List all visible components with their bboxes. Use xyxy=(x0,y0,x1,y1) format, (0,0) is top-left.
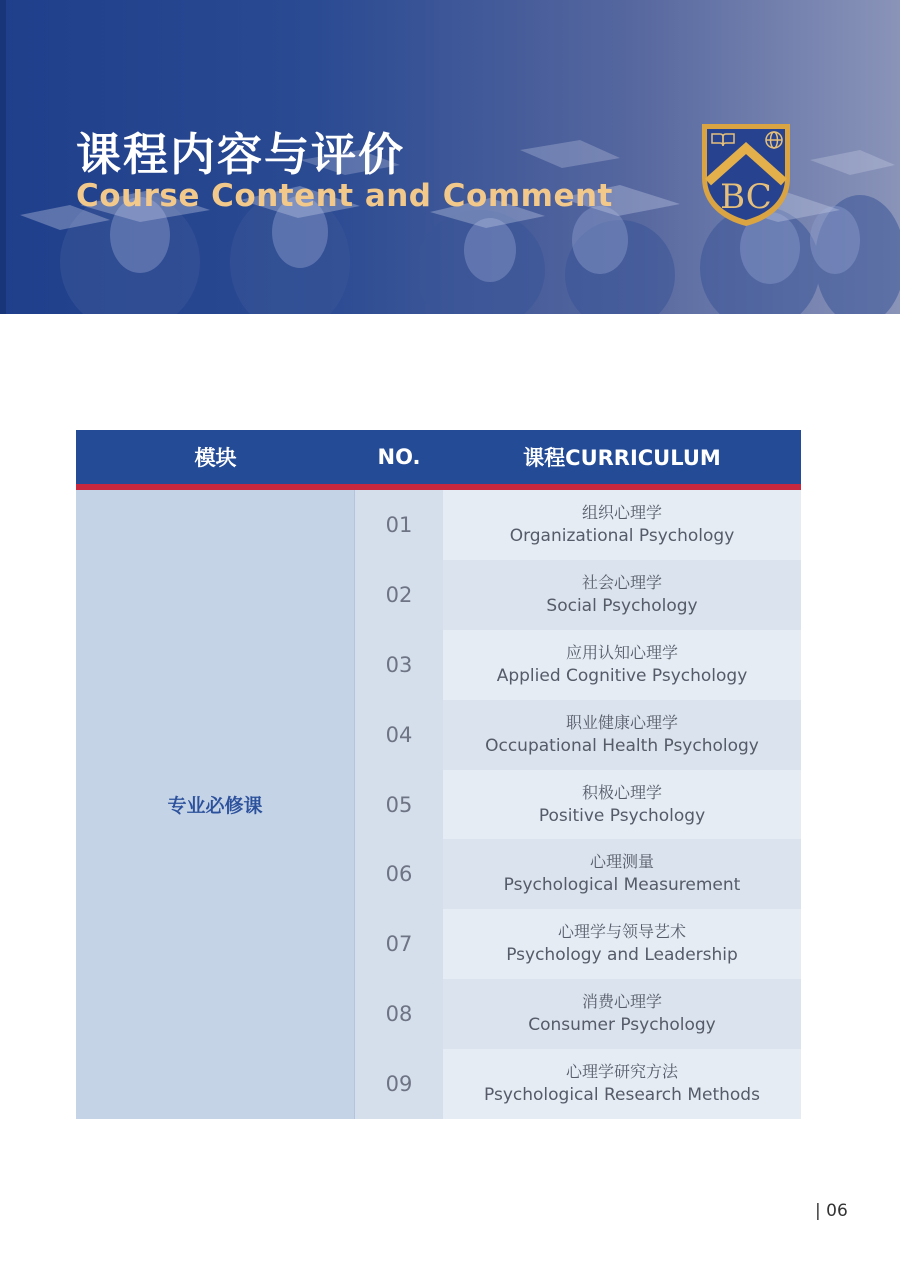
course-name-english: Positive Psychology xyxy=(538,805,706,826)
course-cell xyxy=(443,770,801,840)
table-row xyxy=(355,909,801,979)
column-header-number: NO. xyxy=(377,445,421,469)
course-number: 01 xyxy=(355,490,443,560)
school-crest-logo xyxy=(698,120,794,228)
course-number: 08 xyxy=(355,979,443,1049)
course-name-chinese: 社会心理学 xyxy=(581,572,662,592)
table-header xyxy=(76,430,801,490)
course-number: 09 xyxy=(355,1049,443,1119)
table-row xyxy=(355,560,801,630)
course-cell xyxy=(443,490,801,560)
course-name-chinese: 组织心理学 xyxy=(581,502,662,522)
course-number: 02 xyxy=(355,560,443,630)
course-table xyxy=(76,430,801,1119)
course-number: 06 xyxy=(355,839,443,909)
course-cell xyxy=(443,839,801,909)
course-name-chinese: 职业健康心理学 xyxy=(565,712,678,732)
course-name-english: Psychological Research Methods xyxy=(484,1085,760,1106)
page-title-chinese: 课程内容与评价 xyxy=(76,128,406,181)
table-row xyxy=(355,630,801,700)
course-cell xyxy=(443,979,801,1049)
course-name-english: Psychological Measurement xyxy=(503,875,741,896)
course-name-english: Occupational Health Psychology xyxy=(485,735,759,756)
table-body xyxy=(76,490,801,1119)
course-name-chinese: 应用认知心理学 xyxy=(565,642,678,662)
course-number: 04 xyxy=(355,700,443,770)
table-row xyxy=(355,770,801,840)
column-header-module: 模块 xyxy=(194,446,237,470)
page-title-english: Course Content and Comment xyxy=(76,178,613,214)
table-row xyxy=(355,1049,801,1119)
course-name-english: Psychology and Leadership xyxy=(506,945,738,966)
course-number: 07 xyxy=(355,909,443,979)
course-number: 03 xyxy=(355,630,443,700)
course-number: 05 xyxy=(355,770,443,840)
course-cell xyxy=(443,560,801,630)
course-cell xyxy=(443,1049,801,1119)
course-cell xyxy=(443,630,801,700)
course-name-english: Social Psychology xyxy=(546,595,698,616)
table-row xyxy=(355,490,801,560)
course-name-chinese: 消费心理学 xyxy=(581,992,662,1012)
page-number: | 06 xyxy=(815,1201,848,1221)
table-row xyxy=(355,700,801,770)
course-cell xyxy=(443,909,801,979)
course-name-english: Applied Cognitive Psychology xyxy=(496,665,748,686)
course-rows xyxy=(355,490,801,1119)
course-name-english: Organizational Psychology xyxy=(509,525,735,546)
table-row xyxy=(355,979,801,1049)
course-name-chinese: 心理测量 xyxy=(589,852,654,872)
table-row xyxy=(355,839,801,909)
banner-left-edge xyxy=(0,0,6,314)
crest-monogram: BC xyxy=(720,177,772,217)
module-cell: 专业必修课 xyxy=(76,490,355,1119)
column-header-curriculum: 课程CURRICULUM xyxy=(523,446,721,470)
course-cell xyxy=(443,700,801,770)
course-name-chinese: 心理学研究方法 xyxy=(565,1062,678,1082)
course-name-chinese: 心理学与领导艺术 xyxy=(557,922,686,942)
course-name-english: Consumer Psychology xyxy=(528,1015,716,1036)
header-banner xyxy=(0,0,900,314)
course-name-chinese: 积极心理学 xyxy=(581,782,662,802)
